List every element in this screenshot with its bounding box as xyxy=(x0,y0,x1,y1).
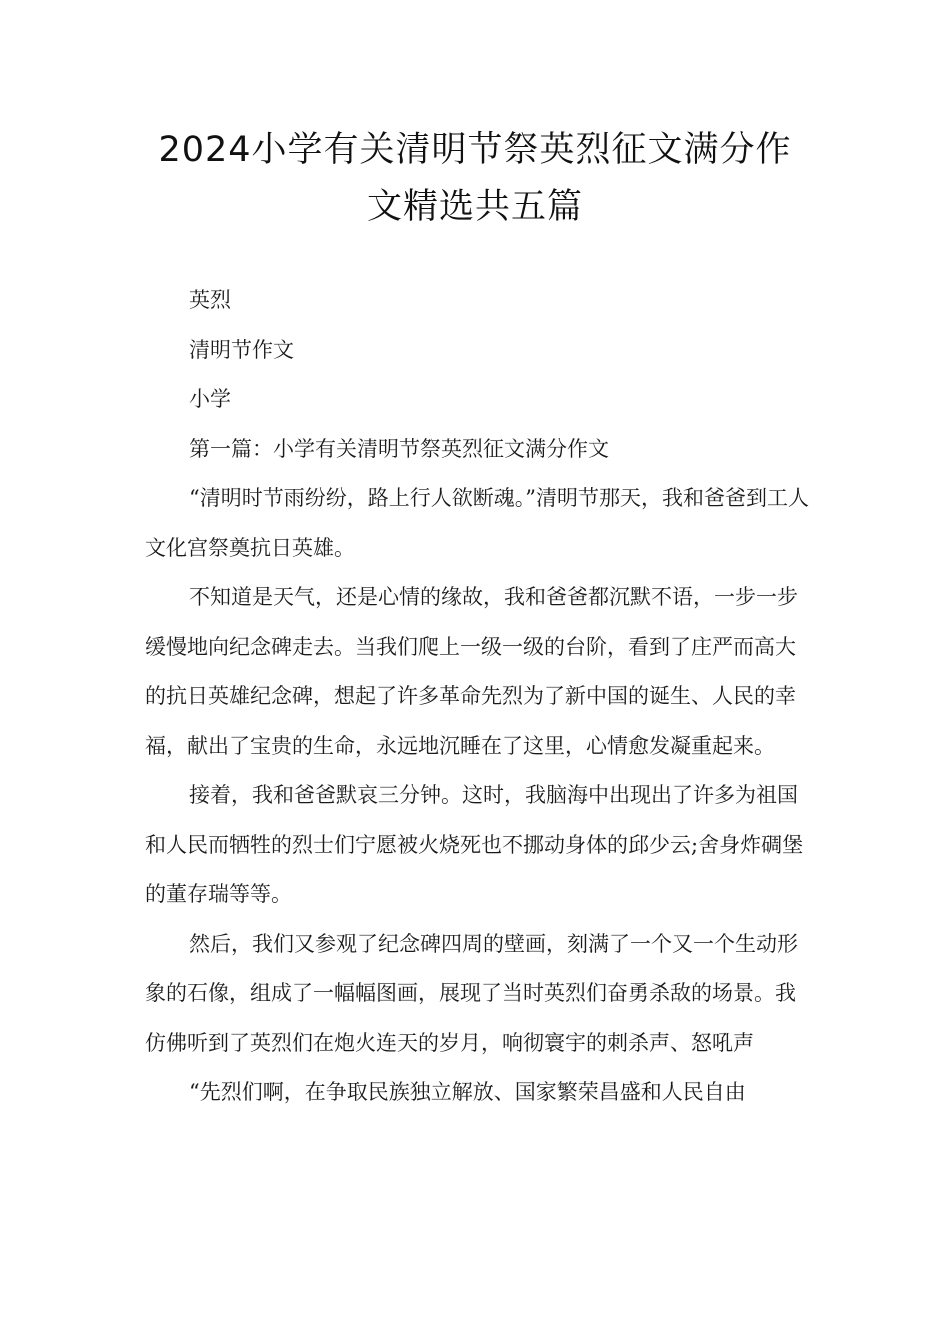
paragraph-3: 接着，我和爸爸默哀三分钟。这时，我脑海中出现出了许多为祖国和人民而牺牲的烈士们宁愿被火烧死也不挪动身体的邱少云;舍身炸碉堡的董存瑞等等。 xyxy=(145,783,804,906)
keyword-1: 英烈 xyxy=(189,288,231,312)
document-title xyxy=(100,122,850,236)
section-heading: 第一篇：小学有关清明节祭英烈征文满分作文 xyxy=(189,436,609,461)
paragraph-5: “先烈们啊，在争取民族独立解放、国家繁荣昌盛和人民自由 xyxy=(189,1080,746,1104)
document-body xyxy=(145,276,809,1118)
title-line-1: 2024小学有关清明节祭英烈征文满分作 xyxy=(158,130,792,170)
paragraph-1: “清明时节雨纷纷，路上行人欲断魂。”清明节那天，我和爸爸到工人文化宫祭奠抗日英雄。 xyxy=(145,486,809,560)
paragraph-4: 然后，我们又参观了纪念碑四周的壁画，刻满了一个又一个生动形象的石像，组成了一幅幅图画，展现了当时英烈们奋勇杀敌的场景。我仿佛听到了英烈们在炮火连天的岁月，响彻寰宇的刺杀声、怒吼声 xyxy=(145,931,798,1055)
title-line-2: 文精选共五篇 xyxy=(366,187,583,227)
keyword-2: 清明节作文 xyxy=(189,337,294,362)
paragraph-2: 不知道是天气，还是心情的缘故，我和爸爸都沉默不语，一步一步缓慢地向纪念碑走去。当我们爬上一级一级的台阶，看到了庄严而高大的抗日英雄纪念碑，想起了许多革命先烈为了新中国的诞生、人民的幸福，献出了宝贵的生命，永远地沉睡在了这里，心情愈发凝重起来。 xyxy=(145,585,798,758)
keyword-3: 小学 xyxy=(189,387,231,411)
